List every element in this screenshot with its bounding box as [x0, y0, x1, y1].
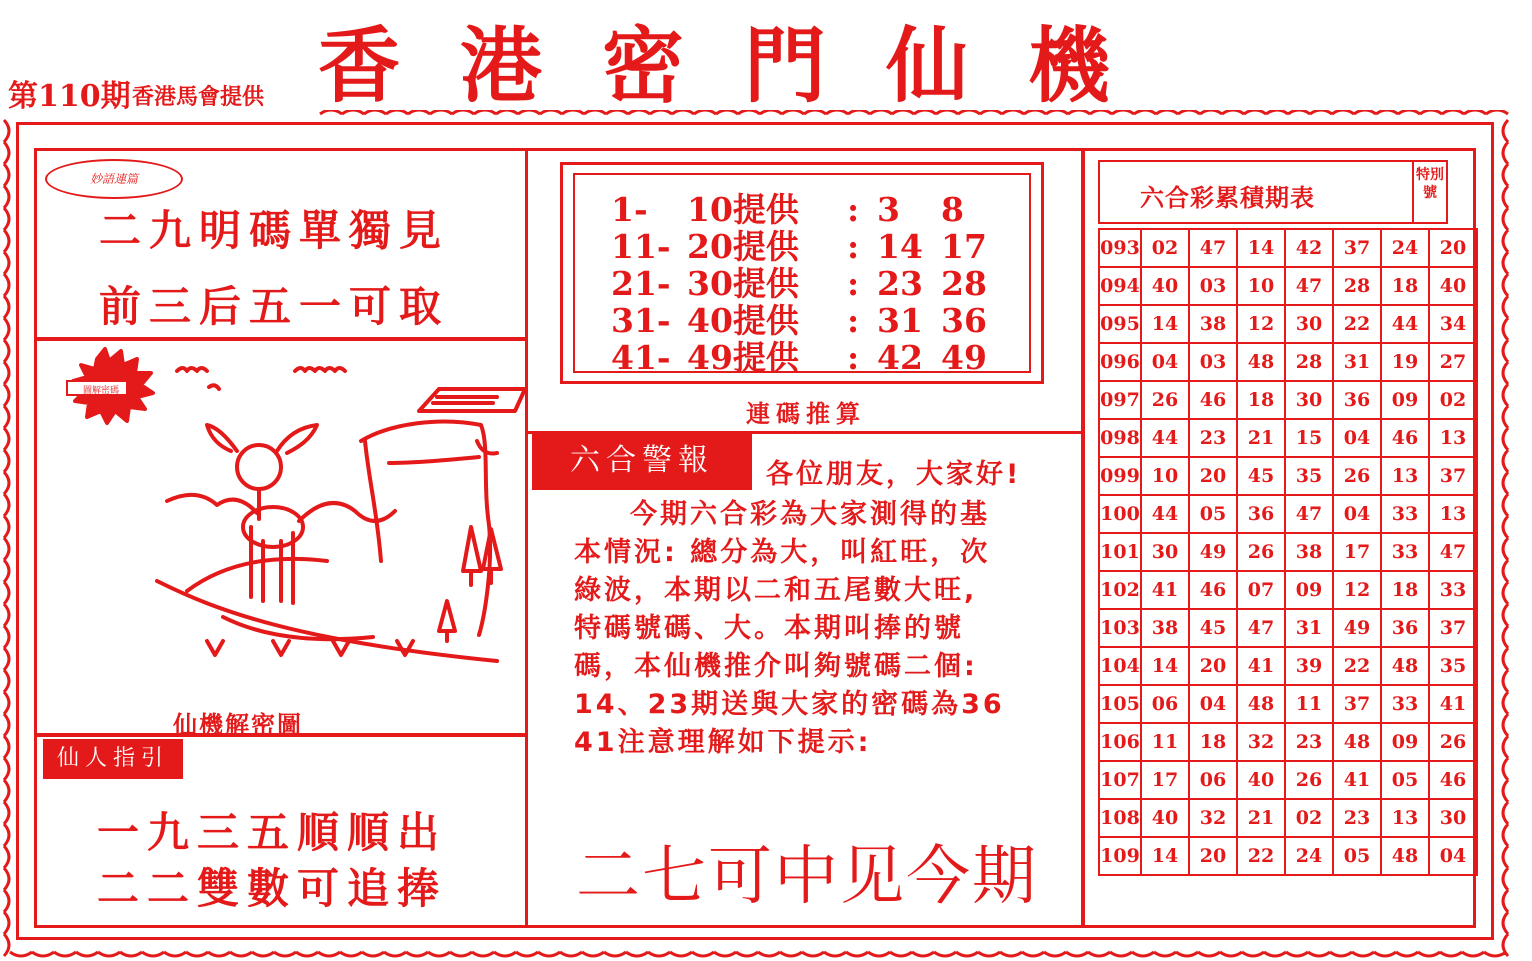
number-cell: 33: [1381, 533, 1429, 571]
number-cell: 13: [1381, 799, 1429, 837]
period-cell: 095: [1099, 305, 1141, 343]
number-cell: 48: [1333, 723, 1381, 761]
number-cell: 26: [1237, 533, 1285, 571]
number-cell: 33: [1381, 495, 1429, 533]
number-cell: 47: [1285, 267, 1333, 305]
alert-line: 碼，本仙機推介叫夠號碼二個:: [574, 651, 978, 682]
number-cell: 05: [1381, 761, 1429, 799]
alert-line: 綠波，本期以二和五尾數大旺,: [574, 575, 978, 606]
number-cell: 48: [1381, 647, 1429, 685]
number-cell: 40: [1141, 267, 1189, 305]
number-cell: 17: [1333, 533, 1381, 571]
number-cell: 02: [1285, 799, 1333, 837]
special-number-cell: 37: [1429, 609, 1477, 647]
number-cell: 23: [1285, 723, 1333, 761]
special-number-cell: 27: [1429, 343, 1477, 381]
table-row: [1099, 305, 1477, 343]
number-cell: 31: [1285, 609, 1333, 647]
number-cell: 06: [1189, 761, 1237, 799]
alert-line: 今期六合彩為大家測得的基: [630, 499, 990, 530]
special-number-cell: 40: [1429, 267, 1477, 305]
period-cell: 102: [1099, 571, 1141, 609]
lianma-caption: 連碼推算: [746, 400, 866, 428]
number-cell: 22: [1333, 647, 1381, 685]
period-cell: 099: [1099, 457, 1141, 495]
number-cell: 23: [1333, 799, 1381, 837]
picture-badge: 圖解密碼: [82, 386, 119, 396]
special-number-cell: 37: [1429, 457, 1477, 495]
number-cell: 22: [1333, 305, 1381, 343]
number-cell: 23: [1189, 419, 1237, 457]
number-cell: 37: [1333, 229, 1381, 267]
number-cell: 03: [1189, 343, 1237, 381]
number-cell: 49: [1189, 533, 1237, 571]
left-bottom-panel: [34, 734, 528, 928]
number-cell: 28: [1285, 343, 1333, 381]
number-cell: 17: [1141, 761, 1189, 799]
page-title: 香港密門仙機: [318, 18, 1171, 114]
number-cell: 30: [1141, 533, 1189, 571]
number-cell: 10: [1237, 267, 1285, 305]
left-top-line2: 前三后五一可取: [99, 282, 450, 331]
special-number-cell: 20: [1429, 229, 1477, 267]
period-cell: 106: [1099, 723, 1141, 761]
number-cell: 14: [1141, 647, 1189, 685]
number-cell: 21: [1237, 419, 1285, 457]
number-cell: 49: [1333, 609, 1381, 647]
number-cell: 12: [1333, 571, 1381, 609]
table-row: [1099, 685, 1477, 723]
special-number-cell: 33: [1429, 571, 1477, 609]
special-number-cell: 35: [1429, 647, 1477, 685]
number-cell: 19: [1381, 343, 1429, 381]
special-number-cell: 47: [1429, 533, 1477, 571]
number-cell: 36: [1333, 381, 1381, 419]
picture-caption: 仙機解密圖: [173, 711, 303, 739]
period-cell: 094: [1099, 267, 1141, 305]
special-number-cell: 26: [1429, 723, 1477, 761]
number-cell: 14: [1237, 229, 1285, 267]
number-cell: 05: [1189, 495, 1237, 533]
left-top-line1: 二九明碼單獨見: [99, 206, 450, 255]
special-number-cell: 13: [1429, 495, 1477, 533]
alert-line: 特碼號碼、大。本期叫捧的號: [574, 613, 964, 644]
table-row: [1099, 229, 1477, 267]
number-cell: 30: [1285, 305, 1333, 343]
table-row: [1099, 723, 1477, 761]
period-cell: 104: [1099, 647, 1141, 685]
number-cell: 45: [1189, 609, 1237, 647]
number-cell: 35: [1285, 457, 1333, 495]
left-top-panel: [34, 148, 528, 340]
number-cell: 39: [1285, 647, 1333, 685]
number-cell: 26: [1333, 457, 1381, 495]
number-cell: 31: [1333, 343, 1381, 381]
number-cell: 30: [1285, 381, 1333, 419]
period-cell: 101: [1099, 533, 1141, 571]
number-cell: 07: [1237, 571, 1285, 609]
special-number-cell: 13: [1429, 419, 1477, 457]
special-number-cell: 30: [1429, 799, 1477, 837]
table-row: [1099, 457, 1477, 495]
alert-greeting: 各位朋友，大家好!: [766, 459, 1022, 490]
number-cell: 32: [1189, 799, 1237, 837]
number-cell: 41: [1333, 761, 1381, 799]
issue-number: 第110期: [8, 79, 131, 114]
special-number-cell: 41: [1429, 685, 1477, 723]
number-cell: 18: [1381, 267, 1429, 305]
number-cell: 20: [1189, 457, 1237, 495]
period-cell: 107: [1099, 761, 1141, 799]
number-cell: 47: [1285, 495, 1333, 533]
number-cell: 04: [1333, 495, 1381, 533]
stamp-oval: [45, 159, 183, 199]
number-cell: 18: [1237, 381, 1285, 419]
period-cell: 093: [1099, 229, 1141, 267]
number-cell: 28: [1333, 267, 1381, 305]
period-cell: 096: [1099, 343, 1141, 381]
number-cell: 09: [1381, 381, 1429, 419]
number-cell: 37: [1333, 685, 1381, 723]
table-row: [1099, 267, 1477, 305]
number-cell: 03: [1189, 267, 1237, 305]
provide-row: 11- 20提供 : 14 17: [611, 227, 987, 266]
period-cell: 108: [1099, 799, 1141, 837]
number-cell: 18: [1381, 571, 1429, 609]
results-header: [1098, 160, 1448, 224]
number-cell: 46: [1381, 419, 1429, 457]
number-cell: 24: [1285, 837, 1333, 875]
provide-row: 1- 10提供 : 3 8: [611, 190, 964, 229]
picture-panel: [34, 338, 528, 739]
number-cell: 10: [1141, 457, 1189, 495]
special-number-cell: 46: [1429, 761, 1477, 799]
number-cell: 40: [1141, 799, 1189, 837]
special-number-cell: 02: [1429, 381, 1477, 419]
number-cell: 42: [1285, 229, 1333, 267]
number-cell: 46: [1189, 571, 1237, 609]
table-row: [1099, 419, 1477, 457]
period-cell: 105: [1099, 685, 1141, 723]
number-cell: 18: [1189, 723, 1237, 761]
table-row: [1099, 799, 1477, 837]
number-cell: 20: [1189, 837, 1237, 875]
table-row: [1099, 533, 1477, 571]
number-cell: 44: [1141, 419, 1189, 457]
number-cell: 44: [1381, 305, 1429, 343]
number-cell: 38: [1285, 533, 1333, 571]
results-table: [1098, 228, 1478, 876]
table-row: [1099, 837, 1477, 875]
results-table-wrap: [1098, 228, 1478, 876]
provide-row: 21- 30提供 : 23 28: [611, 264, 987, 303]
number-cell: 12: [1237, 305, 1285, 343]
hero-prediction: 二七可中见今期: [576, 840, 1038, 914]
period-cell: 100: [1099, 495, 1141, 533]
number-cell: 38: [1141, 609, 1189, 647]
table-row: [1099, 761, 1477, 799]
number-cell: 02: [1141, 229, 1189, 267]
number-cell: 47: [1237, 609, 1285, 647]
number-cell: 04: [1189, 685, 1237, 723]
number-cell: 11: [1141, 723, 1189, 761]
special-number-cell: 34: [1429, 305, 1477, 343]
stamp-text: 妙語連篇: [89, 172, 138, 186]
number-cell: 48: [1237, 343, 1285, 381]
period-cell: 103: [1099, 609, 1141, 647]
number-cell: 09: [1285, 571, 1333, 609]
number-cell: 41: [1237, 647, 1285, 685]
number-cell: 22: [1237, 837, 1285, 875]
number-cell: 38: [1189, 305, 1237, 343]
period-cell: 098: [1099, 419, 1141, 457]
provide-box: [560, 162, 1044, 384]
alert-badge: 六合警報: [532, 432, 752, 490]
number-cell: 36: [1381, 609, 1429, 647]
number-cell: 14: [1141, 837, 1189, 875]
special-number-label: 特別號: [1412, 162, 1446, 222]
provide-rows: [611, 191, 987, 376]
number-cell: 26: [1141, 381, 1189, 419]
results-title: 六合彩累積期表: [1140, 184, 1315, 212]
table-row: [1099, 609, 1477, 647]
number-cell: 33: [1381, 685, 1429, 723]
number-cell: 13: [1381, 457, 1429, 495]
number-cell: 40: [1237, 761, 1285, 799]
alert-line: 14、23期送與大家的密碼為36: [574, 689, 1005, 720]
number-cell: 48: [1381, 837, 1429, 875]
period-cell: 109: [1099, 837, 1141, 875]
number-cell: 36: [1237, 495, 1285, 533]
number-cell: 44: [1141, 495, 1189, 533]
number-cell: 20: [1189, 647, 1237, 685]
left-bottom-line2: 二二雙數可追捧: [97, 864, 448, 913]
table-row: [1099, 647, 1477, 685]
alert-line: 41注意理解如下提示:: [574, 727, 872, 758]
number-cell: 41: [1141, 571, 1189, 609]
table-row: [1099, 495, 1477, 533]
alert-line: 本情況: 總分為大，叫紅旺，次: [574, 537, 991, 568]
number-cell: 24: [1381, 229, 1429, 267]
alert-body: [574, 496, 1070, 762]
number-cell: 48: [1237, 685, 1285, 723]
table-row: [1099, 571, 1477, 609]
number-cell: 04: [1141, 343, 1189, 381]
number-cell: 04: [1333, 419, 1381, 457]
number-cell: 11: [1285, 685, 1333, 723]
number-cell: 45: [1237, 457, 1285, 495]
number-cell: 09: [1381, 723, 1429, 761]
number-cell: 46: [1189, 381, 1237, 419]
table-row: [1099, 381, 1477, 419]
provider-label: 香港馬會提供: [132, 85, 265, 110]
number-cell: 06: [1141, 685, 1189, 723]
number-cell: 21: [1237, 799, 1285, 837]
number-cell: 47: [1189, 229, 1237, 267]
provide-row: 31- 40提供 : 31 36: [611, 301, 987, 340]
number-cell: 32: [1237, 723, 1285, 761]
fairy-guide-badge: 仙人指引: [43, 739, 183, 779]
special-number-cell: 04: [1429, 837, 1477, 875]
number-cell: 05: [1333, 837, 1381, 875]
table-row: [1099, 343, 1477, 381]
number-cell: 15: [1285, 419, 1333, 457]
number-cell: 26: [1285, 761, 1333, 799]
number-cell: 14: [1141, 305, 1189, 343]
provide-row: 41- 49提供 : 42 49: [611, 338, 987, 377]
period-cell: 097: [1099, 381, 1141, 419]
left-bottom-line1: 一九三五順順出: [97, 808, 448, 857]
